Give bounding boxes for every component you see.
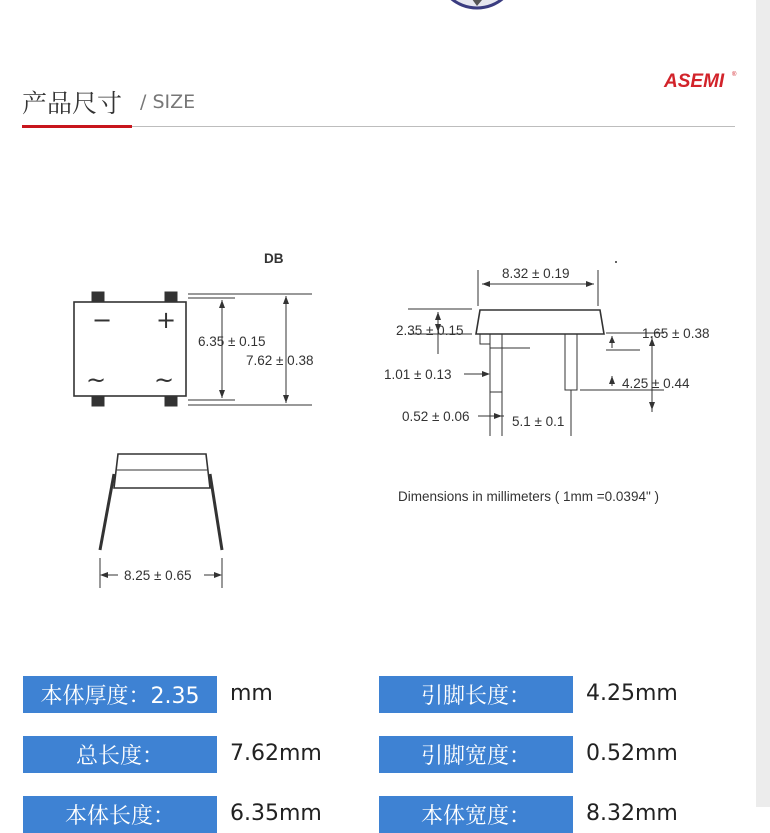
dim-label-lead-pitch: 5.1 ± 0.1: [512, 414, 565, 429]
dimension-diagram: [0, 230, 760, 610]
spec-label-body-thickness: 本体厚度：2.35: [23, 676, 217, 713]
dim-label-lead-span: 8.25 ± 0.65: [124, 568, 192, 583]
logo-text: ASEMI: [664, 71, 725, 92]
spec-value-body-length: 6.35mm: [230, 801, 322, 826]
spec-label-body-length: 本体长度：: [23, 796, 217, 833]
package-side-view: [114, 454, 210, 488]
spec-label-lead-width: 引脚宽度：: [379, 736, 573, 773]
spec-label-total-length: 总长度：: [23, 736, 217, 773]
header-accent-bar: [22, 125, 132, 128]
minus-symbol: −: [92, 306, 113, 334]
plus-symbol: +: [156, 306, 177, 334]
spec-value-total-length: 7.62mm: [230, 741, 322, 766]
dim-label-width-top: 8.32 ± 0.19: [502, 266, 570, 281]
package-front-view: [476, 310, 604, 334]
spec-label-body-width: 本体宽度：: [379, 796, 573, 833]
svg-text:®: ®: [732, 72, 737, 78]
package-name: DB: [264, 251, 284, 266]
section-subtitle: / SIZE: [140, 91, 196, 113]
dim-label-lead-length: 4.25 ± 0.44: [622, 376, 690, 391]
dimension-note: Dimensions in millimeters ( 1mm =0.0394" ): [398, 489, 659, 504]
spec-value-lead-width: 0.52mm: [586, 741, 678, 766]
dim-label-lead-offset: 1.01 ± 0.13: [384, 367, 452, 382]
section-header: [22, 84, 735, 128]
product-image-fragment: [434, 0, 520, 18]
dim-label-body-thickness: 2.35 ± 0.15: [396, 323, 464, 338]
spec-value-lead-length: 4.25mm: [586, 681, 678, 706]
ac-symbol-left: ~: [86, 366, 107, 394]
spec-value-body-thickness: mm: [230, 681, 273, 706]
dim-label-body-height: 6.35 ± 0.15: [198, 334, 266, 349]
spec-value-body-width: 8.32mm: [586, 801, 678, 826]
spec-label-lead-length: 引脚长度：: [379, 676, 573, 713]
ac-symbol-right: ~: [154, 366, 175, 394]
section-title: 产品尺寸: [22, 89, 123, 118]
dim-label-total-length: 7.62 ± 0.38: [246, 353, 314, 368]
dim-label-lead-step: 1.65 ± 0.38: [642, 326, 710, 341]
asemi-logo: [662, 66, 742, 92]
dim-label-lead-width: 0.52 ± 0.06: [402, 409, 470, 424]
